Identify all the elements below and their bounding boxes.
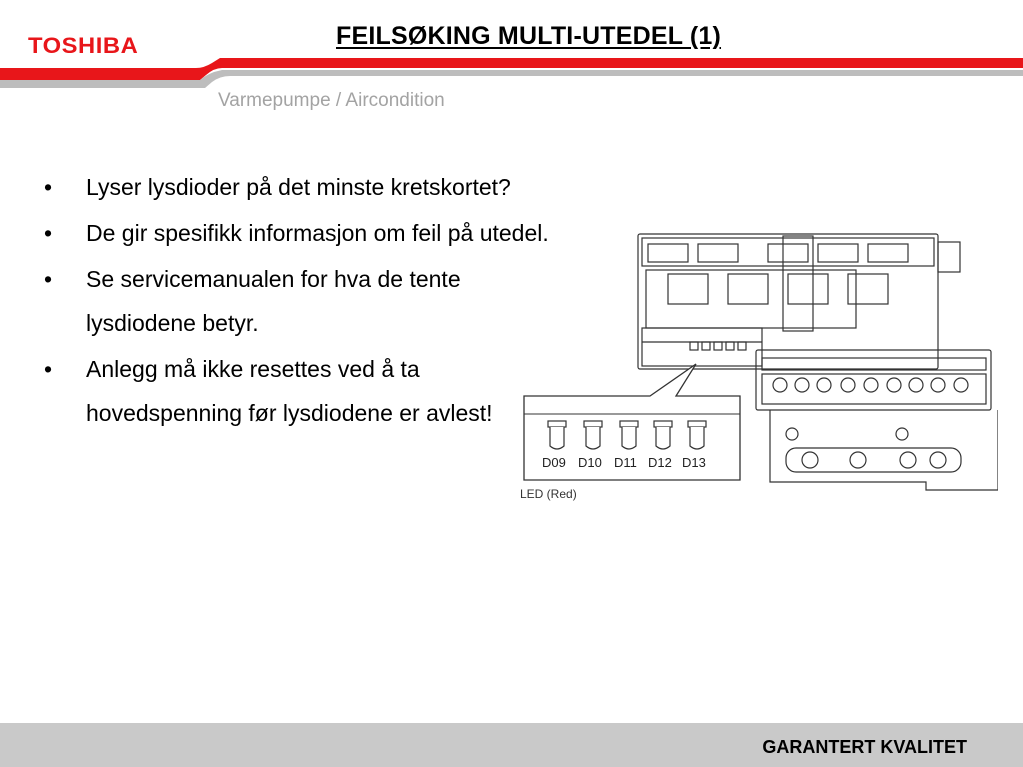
circuit-board-diagram (518, 224, 998, 524)
led-label: D10 (578, 455, 602, 470)
footer-text: GARANTERT KVALITET (762, 737, 967, 757)
led-label: D09 (542, 455, 566, 470)
led-label: D11 (614, 455, 637, 470)
bullet-item: • De gir spesifikk informasjon om feil på utedel. (44, 220, 549, 246)
bullet-item: • Lyser lysdioder på det minste kretskortet? (44, 174, 511, 200)
led-label: D12 (648, 455, 672, 470)
bullet-text: Se servicemanualen for hva de tente lysdiodene betyr. (86, 266, 461, 336)
led-caption: LED (Red) (520, 487, 577, 501)
header-stripes (0, 58, 1023, 90)
bullet-text: De gir spesifikk informasjon om feil på utedel. (86, 220, 549, 246)
slide-title: FEILSØKING MULTI-UTEDEL (1) (336, 22, 722, 50)
led-label: D13 (682, 455, 706, 470)
toshiba-logo: TOSHIBA (28, 33, 139, 58)
bullet-text: Anlegg må ikke resettes ved å ta hovedspenning før lysdiodene er avlest! (86, 356, 493, 426)
bullet-text: Lyser lysdioder på det minste kretskortet? (86, 174, 511, 200)
bullet-list (40, 165, 560, 437)
bullet-item: • Anlegg må ikke resettes ved å ta hovedspenning før lysdiodene er avlest! (44, 356, 493, 426)
footer-bar (0, 723, 1023, 767)
slide-subtitle: Varmepumpe / Aircondition (218, 90, 445, 111)
bullet-item: • Se servicemanualen for hva de tente lysdiodene betyr. (44, 266, 461, 336)
